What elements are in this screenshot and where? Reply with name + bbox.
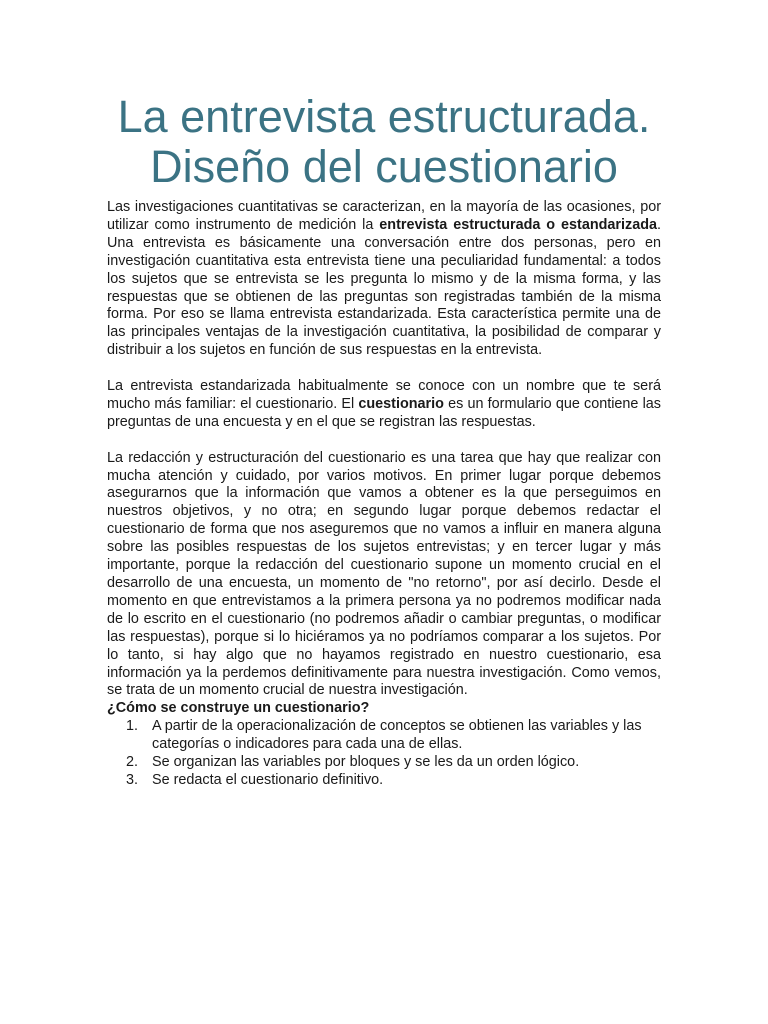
list-item bbox=[126, 754, 661, 772]
list-item-text: Se redacta el cuestionario definitivo. bbox=[152, 771, 384, 788]
steps-list bbox=[107, 718, 661, 790]
paragraph-intro-text-a: Las investigaciones cuantitativas se caracterizan, en la mayoría de las ocasiones, por utilizar como instrumento de medición la bbox=[107, 199, 661, 233]
list-item-text: A partir de la operacionalización de conceptos se obtienen las variables y las categorías o indicadores para cada una de ellas. bbox=[152, 718, 642, 753]
paragraph-redaccion: La redacción y estructuración del cuestionario es una tarea que hay que realizar con mucha atención y cuidado, por varios motivos. En primer lugar porque debemos asegurarnos que la información que vamos a obtener es la que perseguimos en nuestros objetivos, y no otra; en segundo lugar porque debemos redactar el cuestionario de forma que nos aseguremos que no vamos a influir en manera alguna sobre las posibles respuestas de los sujetos entrevistas; y en tercer lugar y más importante, porque la redacción del cuestionario supone un momento crucial en el desarrollo de una encuesta, un momento de "no retorno", por así decirlo. Desde el momento en que entrevistamos a la primera persona ya no podremos modificar nada de lo escrito en el cuestionario (no podremos añadir o cambiar preguntas, o modificar las respuestas), porque si lo hiciéramos ya no podríamos comparar a los sujetos. Por lo tanto, si hay algo que no hayamos registrado en nuestro cuestionario, esa información ya la perdemos definitivamente para nuestra investigación. Como vemos, se trata de un momento crucial de nuestra investigación. bbox=[107, 449, 661, 699]
title-line-1: La entrevista estructurada. bbox=[117, 91, 651, 142]
list-item bbox=[126, 718, 661, 754]
list-item-number: 3. bbox=[126, 771, 139, 788]
page-title bbox=[0, 92, 768, 192]
paragraph-intro-bold: entrevista estructurada o estandarizada bbox=[379, 216, 657, 233]
title-line-2: Diseño del cuestionario bbox=[150, 141, 618, 192]
paragraph-cuestionario bbox=[107, 378, 661, 432]
list-item bbox=[126, 771, 661, 790]
paragraph-cuestionario-bold: cuestionario bbox=[358, 395, 444, 412]
paragraph-cuestionario-text-a: La entrevista estandarizada habitualmente se conoce con un nombre que te será mucho más familiar: el cuestionario. El bbox=[107, 378, 661, 412]
list-item-number: 2. bbox=[126, 754, 139, 771]
section-question: ¿Cómo se construye un cuestionario? bbox=[107, 700, 370, 717]
list-item-text: Se organizan las variables por bloques y se les da un orden lógico. bbox=[152, 754, 580, 771]
paragraph-intro-text-c: . Una entrevista es básicamente una conversación entre dos personas, pero en investigación cuantitativa esta entrevista tiene una peculiaridad fundamental: a todos los sujetos que se entrevista se les pregunta lo mismo y de la misma forma, y las respuestas que se obtienen de las preguntas son registradas también de la misma forma. Por eso se llama entrevista estandarizada. Esta característica permite una de las principales ventajas de la investigación cuantitativa, la posibilidad de comparar y distribuir a los sujetos en función de sus respuestas en la entrevista. bbox=[107, 216, 661, 359]
paragraph-cuestionario-text-c: es un formulario que contiene las preguntas de una encuesta y en el que se registran las respuestas. bbox=[107, 395, 661, 430]
list-item-number: 1. bbox=[126, 718, 139, 735]
document-body bbox=[107, 199, 661, 790]
paragraph-intro bbox=[107, 199, 661, 360]
